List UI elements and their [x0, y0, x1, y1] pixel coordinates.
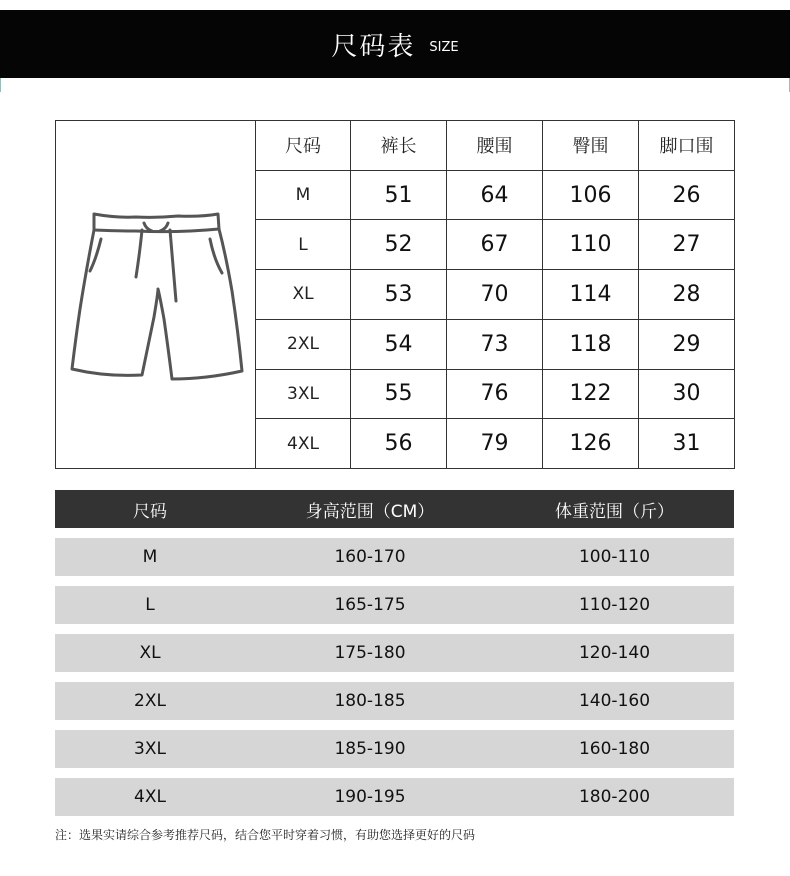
length-cell: 56 — [351, 419, 447, 469]
hem-cell: 29 — [639, 319, 735, 369]
recommendation-header-cell: 尺码 — [133, 501, 167, 522]
length-cell: 52 — [351, 220, 447, 270]
size-cell: 3XL — [134, 739, 166, 759]
measurement-header-cell: 臀围 — [543, 121, 639, 171]
size-cell: 4XL — [256, 419, 351, 469]
height-range-cell: 165-175 — [334, 595, 406, 615]
measurement-header-cell: 尺码 — [256, 121, 351, 171]
weight-range-cell: 120-140 — [578, 643, 651, 663]
shorts-illustration — [56, 121, 255, 464]
page-subtitle: SIZE — [429, 39, 459, 55]
height-range-cell: 185-190 — [334, 739, 406, 759]
page-header — [0, 10, 790, 78]
hip-cell: 118 — [543, 319, 639, 369]
hem-cell: 31 — [639, 419, 735, 469]
waist-cell: 76 — [447, 369, 543, 419]
recommendation-row — [55, 586, 734, 624]
size-cell: 3XL — [256, 369, 351, 419]
weight-range-cell: 110-120 — [578, 595, 651, 615]
measurement-header-row — [56, 121, 735, 171]
length-cell: 54 — [351, 319, 447, 369]
waist-cell: 64 — [447, 170, 543, 220]
recommendation-table — [55, 490, 734, 826]
hem-cell: 28 — [639, 270, 735, 320]
height-range-cell: 160-170 — [334, 547, 406, 567]
page-title: 尺码表 — [331, 31, 416, 62]
height-range-cell: 180-185 — [334, 691, 406, 711]
size-cell: 2XL — [134, 691, 166, 711]
hip-cell: 110 — [543, 220, 639, 270]
recommendation-row — [55, 634, 734, 672]
waist-cell: 67 — [447, 220, 543, 270]
waist-cell: 70 — [447, 270, 543, 320]
height-range-cell: 190-195 — [334, 787, 406, 807]
weight-range-cell: 140-160 — [578, 691, 651, 711]
footnote: 注：选果实请综合参考推荐尺码，结合您平时穿着习惯，有助您选择更好的尺码 — [55, 828, 476, 842]
hem-cell: 30 — [639, 369, 735, 419]
size-cell: XL — [256, 270, 351, 320]
hem-cell: 27 — [639, 220, 735, 270]
recommendation-header-cell: 身高范围（CM） — [305, 501, 435, 522]
size-cell: M — [256, 170, 351, 220]
hip-cell: 126 — [543, 419, 639, 469]
recommendation-header-cell: 体重范围（斤） — [555, 501, 674, 522]
waist-cell: 79 — [447, 419, 543, 469]
hem-cell: 26 — [639, 170, 735, 220]
measurement-header-cell: 腰围 — [447, 121, 543, 171]
length-cell: 51 — [351, 170, 447, 220]
edge-line-left — [0, 78, 1, 92]
size-cell: 4XL — [134, 787, 166, 807]
size-cell: L — [256, 220, 351, 270]
measurement-header-cell: 脚口围 — [639, 121, 735, 171]
measurement-header-cell: 裤长 — [351, 121, 447, 171]
hip-cell: 122 — [543, 369, 639, 419]
recommendation-header-row — [55, 490, 734, 528]
recommendation-row — [55, 682, 734, 720]
hip-cell: 114 — [543, 270, 639, 320]
hip-cell: 106 — [543, 170, 639, 220]
waist-cell: 73 — [447, 319, 543, 369]
recommendation-row — [55, 730, 734, 768]
weight-range-cell: 160-180 — [578, 739, 651, 759]
length-cell: 53 — [351, 270, 447, 320]
measurement-table — [55, 120, 735, 469]
weight-range-cell: 180-200 — [578, 787, 651, 807]
weight-range-cell: 100-110 — [578, 547, 651, 567]
size-cell: XL — [139, 643, 161, 663]
size-cell: M — [142, 547, 158, 567]
size-cell: L — [145, 595, 155, 615]
recommendation-row — [55, 778, 734, 816]
length-cell: 55 — [351, 369, 447, 419]
size-cell: 2XL — [256, 319, 351, 369]
shorts-illustration-cell — [56, 121, 256, 469]
recommendation-row — [55, 538, 734, 576]
height-range-cell: 175-180 — [334, 643, 406, 663]
